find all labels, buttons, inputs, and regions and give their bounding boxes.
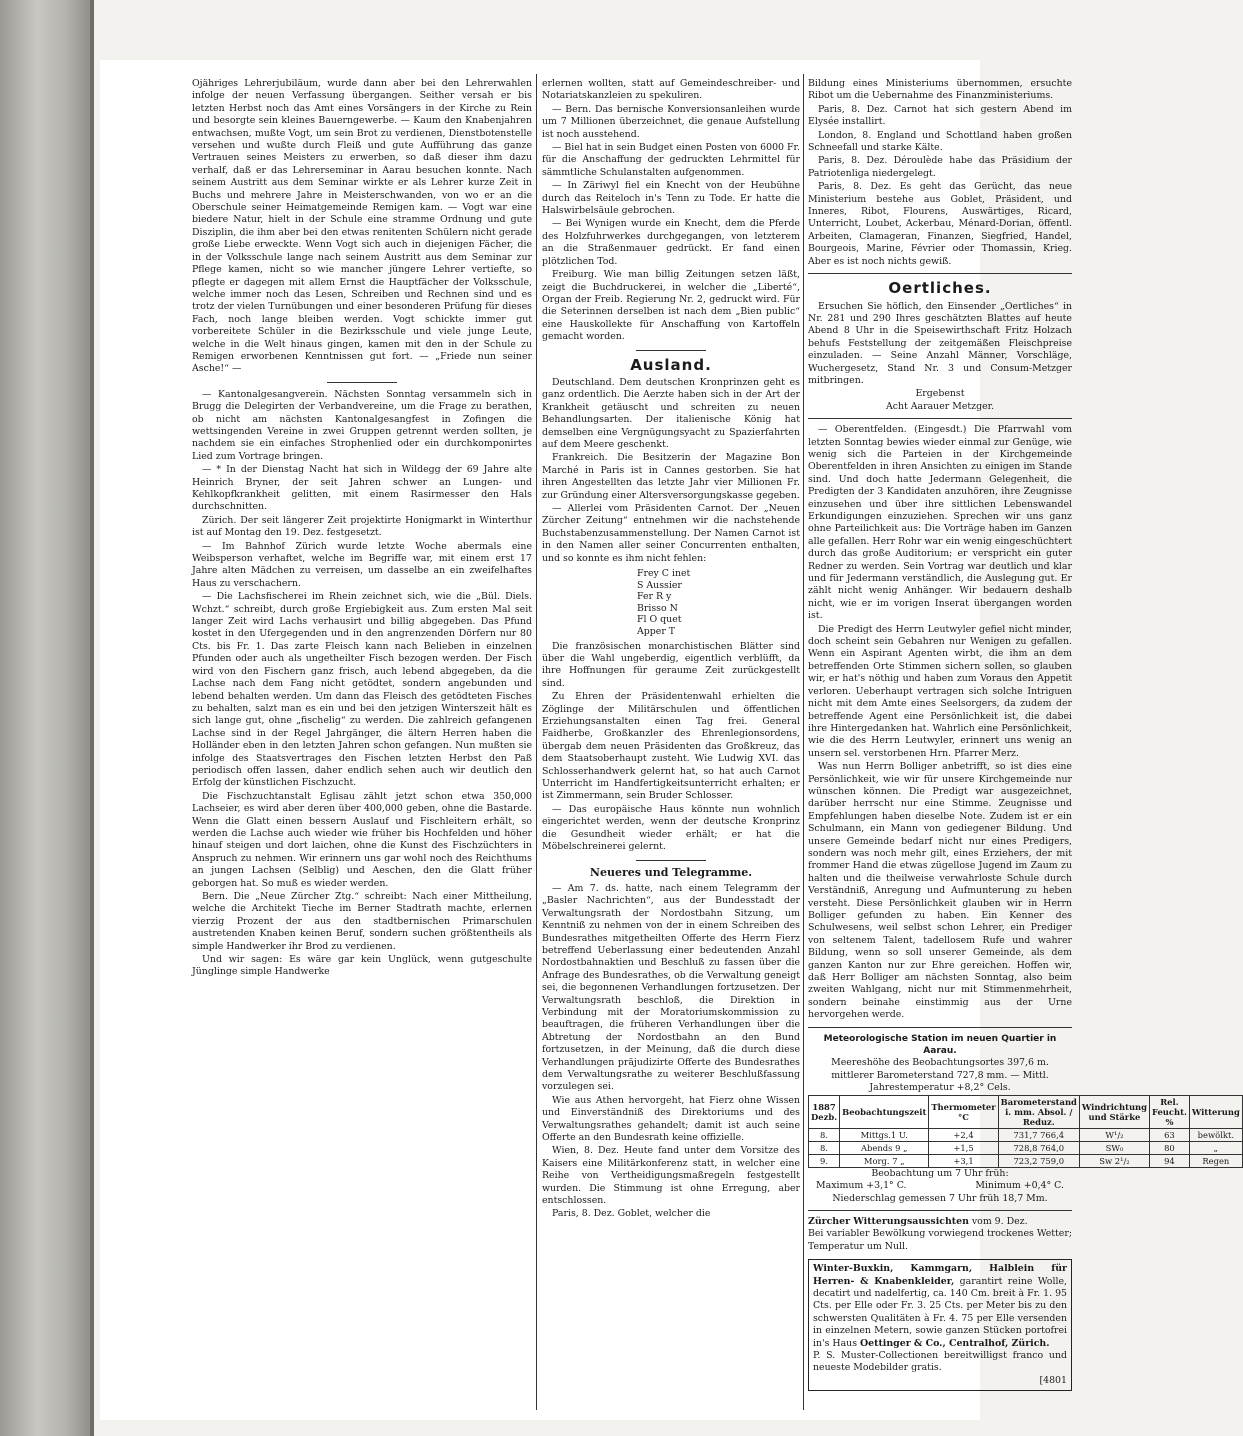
article-paragraph: — Biel hat in sein Budget einen Posten von 6000 Fr. für die Anschaffung der gedruckten Lehrmittel für sämmtliche Schulanstalten aufgenommen.: [542, 142, 800, 178]
table-cell: +2,4: [929, 1128, 998, 1141]
meteo-header: Witterung: [1189, 1095, 1242, 1128]
table-cell: Abends 9 „: [840, 1141, 929, 1154]
table-cell: bewölkt.: [1189, 1128, 1242, 1141]
witterung-date: vom 9. Dez.: [971, 1215, 1028, 1227]
article-paragraph: — Bern. Das bernische Konversionsanleihen wurde um 7 Millionen überzeichnet, die genaue Aufstellung ist noch ausstehend.: [542, 103, 800, 140]
article-paragraph: Die Predigt des Herrn Leutwyler gefiel nicht minder, doch scheint sein Gebahren nur Wenigen zu gefallen. Wenn ein Aspirant Agenten wirbt, die ihm an dem betreffenden Orte Stimmen sichern sollen, so glauben wir, er hat's nöthig und haben zum Voraus den Appetit verloren. Ueberhaupt vertragen sich solche Intriguen nicht mit dem Amte eines Seelsorgers, da zudem der betreffende Agent eine Persönlichkeit ist, die dabei ihre Hintergedanken hat. Wahrlich eine Persönlichkeit, wie die des Herrn Leutwyler, erinnert uns wenig an unsern sel. verstorbenen Hrn. Pfarrer Merz.: [808, 623, 1072, 759]
table-cell: +3,1: [929, 1154, 998, 1167]
article-paragraph: Bern. Die „Neue Zürcher Ztg.“ schreibt: Nach einer Mittheilung, welche die Architekt Tieche im Berner Stadtrath machte, erlernen vierzig Prozent der aus den stadtbernischen Primarschulen austretenden Knaben keinen Beruf, sondern suchen größtentheils als simple Handwerker ihr Brod zu verdienen.: [192, 891, 532, 952]
newspaper-page: [100, 60, 1240, 1420]
table-cell: 63: [1149, 1128, 1189, 1141]
section-heading-neueres: Neueres und Telegramme.: [589, 865, 753, 879]
ad-ps: P. S. Muster-Collectionen bereitwilligst franco und neueste Modebilder gratis.: [813, 1349, 1067, 1374]
book-binding-edge: [0, 0, 92, 1436]
separator: [808, 1210, 1072, 1211]
article-paragraph: erlernen wollten, statt auf Gemeindeschreiber- und Notariatskanzleien zu spekuliren.: [542, 78, 800, 102]
table-row: [809, 1128, 1243, 1141]
meteo-line: mittlerer Barometerstand 727,8 mm. — Mittl. Jahrestemperatur +8,2° Cels.: [831, 1069, 1049, 1094]
meteo-header: Thermometer °C: [929, 1095, 998, 1128]
meteo-max: Maximum +3,1° C.: [816, 1180, 907, 1192]
carnot-name: Brisso N: [637, 602, 678, 614]
carnot-name: Fl O quet: [637, 614, 682, 626]
article-paragraph: London, 8. England und Schottland haben großen Schneefall und starke Kälte.: [808, 129, 1072, 154]
separator: [327, 382, 397, 383]
meteo-title: Meteorologische Station im neuen Quartier in Aarau.: [823, 1033, 1057, 1057]
article-paragraph: Was nun Herrn Bolliger anbetrifft, so ist dies eine Persönlichkeit, wie wir für unsere Kirchgemeinde nur wünschen können. Die Predigt war ausgezeichnet, darüber herrscht nur eine Stimme. Zeugnisse und Empfehlungen haben dieselbe Note. Zudem ist er ein Schulmann, ein Mann von gediegener Bildung. Und unsere Gemeinde bedarf nicht nur eines Predigers, sondern was noch mehr gilt, eines Erziehers, der mit frommer Hand die etwas zügellose Jugend im Zaum zu halten und die theilweise verwahrloste Schule durch Verständniß, Anregung und Aufmunterung zu heben versteht. Diese Persönlichkeit glauben wir in Herrn Bolliger gefunden zu haben. Ein Kenner des Schulwesens, weil selbst schon Lehrer, ein Prediger von seltenem Talent, tadellosem Rufe und wahrer Bildung, wenn so soll unserer Gemeinde, als dem ganzen Kanton nur zur Ehre gereichen. Hoffen wir, daß Herr Bolliger am nächsten Sonntag, also beim zweiten Wahlgang, nicht nur mit Stimmenmehrheit, sondern beinahe einstimmig aus der Urne hervorgehen werde.: [808, 761, 1072, 1021]
meteo-minmax: [808, 1180, 1072, 1192]
article-paragraph: Wien, 8. Dez. Heute fand unter dem Vorsitze des Kaisers eine Militärkonferenz statt, in welcher eine Reihe von Vertheidigungsmaßregeln festgestellt wurden. Die Stimmung ist ohne Erregung, aber entschlossen.: [542, 1145, 800, 1207]
article-paragraph: Ersuchen Sie höflich, den Einsender „Oertliches“ in Nr. 281 und 290 Ihres geschätzten Blattes auf heute Abend 8 Uhr in die Speisewirthschaft Fritz Holzach behufs Feststellung der zeitgemäßen Fleischpreise einzuladen. — Seine Anzahl Männer, Vorschläge, Wuchergesetz, Stand Nr. 3 und Consum-Metzger mitbringen.: [808, 300, 1072, 386]
article-paragraph: Paris, 8. Dez. Es geht das Gerücht, das neue Ministerium bestehe aus Goblet, Präsident, und Inneres, Ribot, Flourens, Auswärtiges, Ricard, Unterricht, Loubet, Ackerbau, Ménard-Dorian, öffentl. Arbeiten, Clamageran, Finanzen, Siegfried, Handel, Bourgeois, Marine, Février oder Thomassin, Krieg. Aber es ist noch nichts gewiß.: [808, 181, 1072, 267]
table-cell: SW₀: [1079, 1141, 1149, 1154]
table-cell: 94: [1149, 1154, 1189, 1167]
table-cell: 728,8 764,0: [998, 1141, 1079, 1154]
column-rule: [803, 74, 804, 1410]
table-cell: Mittgs.1 U.: [840, 1128, 929, 1141]
table-cell: 9.: [809, 1154, 840, 1167]
carnot-name: Apper T: [637, 626, 676, 637]
article-paragraph: Paris, 8. Dez. Carnot hat sich gestern Abend im Elysée installirt.: [808, 103, 1072, 128]
column-rule: [536, 74, 537, 1410]
carnot-name-list: [637, 568, 800, 638]
table-cell: Morg. 7 „: [840, 1154, 929, 1167]
article-paragraph: Wie aus Athen hervorgeht, hat Fierz ohne Wissen und Einverständniß des Direktoriums und des Verwaltungsrathes gehandelt; damit ist auch seine Offerte an den Bundesrath keine offizielle.: [542, 1094, 800, 1144]
table-cell: Regen: [1189, 1154, 1242, 1167]
ad-number: [4801: [1039, 1374, 1067, 1386]
article-paragraph: Bildung eines Ministeriums übernommen, ersuchte Ribot um die Uebernahme des Finanzministeriums.: [808, 78, 1072, 102]
meteo-line: Beobachtung um 7 Uhr früh:: [871, 1167, 1009, 1179]
article-paragraph: Paris, 8. Dez. Déroulède habe das Präsidium der Patriotenliga niedergelegt.: [808, 155, 1072, 179]
column-middle: [542, 78, 800, 1222]
article-paragraph: Frankreich. Die Besitzerin der Magazine Bon Marché in Paris ist in Cannes gestorben. Sie hat ihren Angestellten das letzte Jahr vier Millionen Fr. zur Gründung einer Altersversorgungskasse gegeben.: [542, 452, 800, 501]
article-paragraph: — Die Lachsfischerei im Rhein zeichnet sich, wie die „Bül. Diels. Wchzt.“ schreibt, durch große Ergiebigkeit aus. Zum ersten Mal seit langer Zeit wird Lachs verhausirt und billig abgegeben. Das Pfund kostet in den Ufergegenden und in den angrenzenden Dörfern nur 80 Cts. bis Fr. 1. Das zarte Fleisch kann nach Belieben in einzelnen Pfunden oder auch als ungetheilter Fisch bezogen werden. Der Fisch wird von den Fischern ganz frisch, auch lebend abgegeben, da die Lachse nach dem Fang nicht getödtet, sondern angebunden und lebend behalten werden. Um dann das Fleisch des getödteten Fisches zu behalten, salzt man es ein und bei den jetzigen Winterszeit hält es sich lange gut, ohne „fischelig“ zu werden. Die zahlreich gefangenen Lachse sind in der Regel Jahrgänger, die ältern Herren haben die Holländer eben in den letzten Jahren schon gefangen. Nun mußten sie infolge des Staatsvertrages den Fischen letzten Herbst den Paß periodisch offen lassen, daher endlich sehen auch wir deutlich den Erfolg der künstlichen Fischzucht.: [192, 591, 532, 789]
closing-ergebenst: Ergebenst: [915, 388, 965, 400]
article-paragraph: Und wir sagen: Es wäre gar kein Unglück, wenn gutgeschulte Jünglinge simple Handwerke: [192, 954, 532, 978]
meteo-header: Rel. Feucht. %: [1149, 1095, 1189, 1128]
meteo-header: Windrichtung und Stärke: [1079, 1095, 1149, 1128]
meteo-header: Barometerstand i. mm. Absol. / Reduz.: [998, 1095, 1079, 1128]
table-row: [809, 1154, 1243, 1167]
separator: [808, 1027, 1072, 1028]
signature: Acht Aarauer Metzger.: [885, 400, 995, 412]
section-heading-oertliches: Oertliches.: [888, 279, 992, 298]
table-row: [809, 1141, 1243, 1154]
article-paragraph: — Oberentfelden. (Eingesdt.) Die Pfarrwahl vom letzten Sonntag bewies wieder einmal zur Genüge, wie wenig sich die Parteien in der Kirchgemeinde Oberentfelden in ihren Ansichten zu einigen im Stande sind. Und doch hatte Jedermann Gelegenheit, die Predigten der 3 Kandidaten anzuhören, ihre Zeugnisse einzusehen und über ihre sittlichen Lebenswandel Erkundigungen einzuziehen. Sprechen wir uns ganz ohne Parteilichkeit aus: Die Vorträge haben im Ganzen alle gefallen. Herr Rohr war ein wenig eingeschüchtert durch das große Auditorium; er verspricht ein guter Redner zu werden. Sein Vortrag war deutlich und klar und für Jedermann verständlich, die Auslegung gut. Er zählt nicht wenig Anhänger. Wir bedauern deshalb nicht, wie er im vorigen Inserat übergangen worden ist.: [808, 424, 1072, 622]
witterung-title: Zürcher Witterungsaussichten: [808, 1215, 969, 1227]
separator: [808, 273, 1072, 274]
article-paragraph: Deutschland. Dem deutschen Kronprinzen geht es ganz ordentlich. Die Aerzte haben sich in der Art der Krankheit getäuscht und schreiten zu neuen Behandlungsarten. Der italienische König hat demselben eine Vergnügungsyacht zu Spazierfahrten auf dem Meere geschenkt.: [542, 376, 800, 450]
section-heading-ausland: Ausland.: [630, 355, 712, 374]
article-paragraph: Ojähriges Lehrerjubiläum, wurde dann aber bei den Lehrerwahlen infolge der neuen Verfassung übergangen. Seither versah er bis letzten Herbst noch das Amt eines Vorsängers in der Kirche zu Rein und besorgte sein kleines Bauerngewerbe. — Kaum den Knabenjahren entwachsen, mußte Vogt, um sein Brot zu verdienen, Dienstbotenstelle versehen und wußte durch Fleiß und gute Aufführung das ganze Vertrauen seines Meisters zu erwerben, so daß dieser ihm dazu verhalf, daß er das Lehrerseminar in Aarau besuchen konnte. Nach seinem Austritt aus dem Seminar wirkte er als Lehrer kurze Zeit in Buchs und mehrere Jahre in Meisterschwanden, von wo er an die Oberschule seiner Heimatgemeinde Remigen kam. — Vogt war eine biedere Natur, hielt in der Schule eine stramme Ordnung und gute Disziplin, die ihm aber bei den etwas renitenten Schülern nicht gerade große Liebe erweckte. Wenn Vogt sich auch in diejenigen Fächer, die in der Volksschule lange nach seinem Austritt aus dem Seminar zur Pflege kamen, nicht so wie mancher jüngere Lehrer vertiefte, so pflegte er dagegen mit allem Ernst die Hauptfächer der Volksschule, welche immer noch das Lesen, Schreiben und Rechnen sind und es trotz der vielen Turnübungen und einer besonderen Prüfung für dieses Fach, noch lange bleiben werden. Vogt schickte immer gut vorbereitete Schüler in die Bezirksschule und viele junge Leute, welche in die Welt hinaus gingen, kamen mit den in der Schule zu Remigen erworbenen Kenntnissen gut fort. — „Friede nun seiner Asche!“ —: [192, 78, 532, 375]
carnot-name: Frey C inet: [637, 568, 691, 580]
article-paragraph: Freiburg. Wie man billig Zeitungen setzen läßt, zeigt die Buchdruckerei, in welcher die „Liberté“, Organ der Freib. Regierung Nr. 2, gedruckt wird. Für die Seterinnen derselben ist nach dem „Bien public“ eine Hauskollekte für Anschaffung von Kartoffeln gemacht worden.: [542, 269, 800, 343]
article-paragraph: — Das europäische Haus könnte nun wohnlich eingerichtet werden, wenn der deutsche Kronprinz die Gesundheit wieder erhält; er hat die Möbelschreinerei gelernt.: [542, 803, 800, 853]
table-cell: 80: [1149, 1141, 1189, 1154]
meteo-box: [808, 1033, 1240, 1205]
ad-text: garantirt reine Wolle, decatirt und nadelfertig, ca. 140 Cm. breit à Fr. 1. 95 Cts. per Elle oder Fr. 3. 25 Cts. per Meter bis zu den schwersten Qualitäten à Fr. 4. 75 per Elle versenden in einzelnen Metern, sowie ganzen Stücken portofrei in's Haus: [813, 1275, 1067, 1349]
table-cell: 723,2 759,0: [998, 1154, 1079, 1167]
article-paragraph: Paris, 8. Dez. Goblet, welcher die: [552, 1208, 711, 1220]
article-paragraph: — * In der Dienstag Nacht hat sich in Wildegg der 69 Jahre alte Heinrich Bryner, der seit Jahren schwer an Lungen- und Kehlkopfkrankheit gelitten, mit einem Rasirmesser den Hals durchschnitten.: [192, 464, 532, 513]
ad-title: Winter-Buxkin, Kammgarn, Halblein für Herren- & Knabenkleider,: [813, 1263, 1067, 1287]
carnot-name: S Aussier: [637, 579, 682, 591]
separator: [636, 860, 706, 861]
article-paragraph: — Bei Wynigen wurde ein Knecht, dem die Pferde des Holzfuhrwerkes durchgegangen, von letzterem an die Straßenmauer gedrückt. Er fand einen plötzlichen Tod.: [542, 218, 800, 267]
meteo-line: Meereshöhe des Beobachtungsortes 397,6 m.: [831, 1057, 1049, 1069]
article-paragraph: — Am 7. ds. hatte, nach einem Telegramm der „Basler Nachrichten“, aus der Bundesstadt der Verwaltungsrath der Nordostbahn Sitzung, um Kenntniß zu nehmen von der in einem Schreiben des Bundesrathes mitgetheilten Offerte des Herrn Fierz betreffend Ueberlassung einer bedeutenden Anzahl Nordostbahnaktien und Beschluß zu fassen über die Anfrage des Bundesrathes, ob die Verwaltung geneigt sei, die begonnenen Verhandlungen fortzusetzen. Der Verwaltungsrath beschloß, die Direktion in Verbindung mit der Moratoriumskommission zu beauftragen, die früheren Verhandlungen über die Abtretung der Nordostbahn an den Bund fortzusetzen, in der Meinung, daß die durch diese Verhandlungen präjudizirte Offerte des Bundesrathes dem Verwaltungsrathe zu weiterer Beschlußfassung vorzulegen sei.: [542, 882, 800, 1093]
article-paragraph: Die französischen monarchistischen Blätter sind über die Wahl ungeberdig, eigentlich verblüfft, da ihre Hoffnungen für geraume Zeit zurückgestellt sind.: [542, 640, 800, 689]
table-cell: +1,5: [929, 1141, 998, 1154]
meteo-header: 1887 Dezb.: [809, 1095, 840, 1128]
table-cell: 8.: [809, 1128, 840, 1141]
article-paragraph: — Kantonalgesangverein. Nächsten Sonntag versammeln sich in Brugg die Delegirten der Verbandvereine, um die Frage zu berathen, ob nicht am nächsten Kantonalgesangfest in Zofingen die wettsingenden Vereine in zwei Gruppen getrennt werden sollten, je nachdem sie ein einfaches Strophenlied oder ein durchkomponirtes Lied zum Vortrage bringen.: [192, 388, 532, 462]
separator: [808, 418, 1072, 419]
witterung-text: Bei variabler Bewölkung vorwiegend trockenes Wetter; Temperatur um Null.: [808, 1228, 1072, 1252]
article-paragraph: — Allerlei vom Präsidenten Carnot. Der „Neuen Zürcher Zeitung“ entnehmen wir die nachstehende Buchstabenzusammenstellung. Der Namen Carnot ist in den Namen aller seiner Concurrenten enthalten, und so konnte es ihm nicht fehlen:: [542, 503, 800, 564]
table-cell: 8.: [809, 1141, 840, 1154]
meteo-line: Niederschlag gemessen 7 Uhr früh 18,7 Mm.: [832, 1192, 1048, 1204]
witterung-box: [808, 1216, 1072, 1253]
meteo-min: Minimum +0,4° C.: [975, 1180, 1064, 1192]
article-paragraph: — Im Bahnhof Zürich wurde letzte Woche abermals eine Weibsperson verhaftet, welche im Begriffe war, mit einem erst 17 Jahre alten Mädchen zu verreisen, um dasselbe an ein zweifelhaftes Haus zu verschachern.: [192, 540, 532, 589]
separator: [636, 350, 706, 351]
table-cell: „: [1189, 1141, 1242, 1154]
carnot-name: Fer R y: [637, 591, 672, 603]
article-paragraph: Die Fischzuchtanstalt Eglisau zählt jetzt schon etwa 350,000 Lachseier, es wird aber deren über 400,000 geben, ohne die Bastarde. Wenn die Glatt einen bessern Auslauf und Fischleitern erhält, so werden die Lachse auch wieder wie früher bis Hochfelden und höher hinauf steigen und dort laichen, ohne die Kunst des Fischzüchters in Anspruch zu nehmen. Wir erinnern uns gar wohl noch des Reichthums an jungen Lachsen (Selblig) und Aeschen, den die Glatt früher geborgen hat. So muß es wieder werden.: [192, 790, 532, 889]
article-paragraph: — In Zäriwyl fiel ein Knecht von der Heubühne durch das Reiteloch in's Tenn zu Tode. Er hatte die Halswirbelsäule gebrochen.: [542, 180, 800, 217]
table-cell: Sw 2¹/₂: [1079, 1154, 1149, 1167]
advertisement: [808, 1259, 1072, 1391]
column-left: [192, 78, 532, 980]
article-paragraph: Zu Ehren der Präsidentenwahl erhielten die Zöglinge der Militärschulen und öffentlichen Erziehungsanstalten einen Tag frei. General Faidherbe, Großkanzler des Ehrenlegionsordens, übergab dem neuen Präsidenten das Großkreuz, das dem Staatsoberhaupt zusteht. Wie Ludwig XVI. das Schlosserhandwerk gelernt hat, so hat auch Carnot Unterricht im Handfertigkeitsunterricht erhalten; er ist Zimmermann, sein Bruder Schlosser.: [542, 691, 800, 802]
table-cell: W¹/₂: [1079, 1128, 1149, 1141]
meteo-table: [808, 1095, 1243, 1168]
table-cell: 731,7 766,4: [998, 1128, 1079, 1141]
meteo-header: Beobachtungszeit: [840, 1095, 929, 1128]
column-right: [808, 78, 1240, 1397]
ad-firm: Oettinger & Co., Centralhof, Zürich.: [860, 1337, 1050, 1349]
article-paragraph: Zürich. Der seit längerer Zeit projektirte Honigmarkt in Winterthur ist auf Montag den 19. Dez. festgesetzt.: [192, 514, 532, 539]
